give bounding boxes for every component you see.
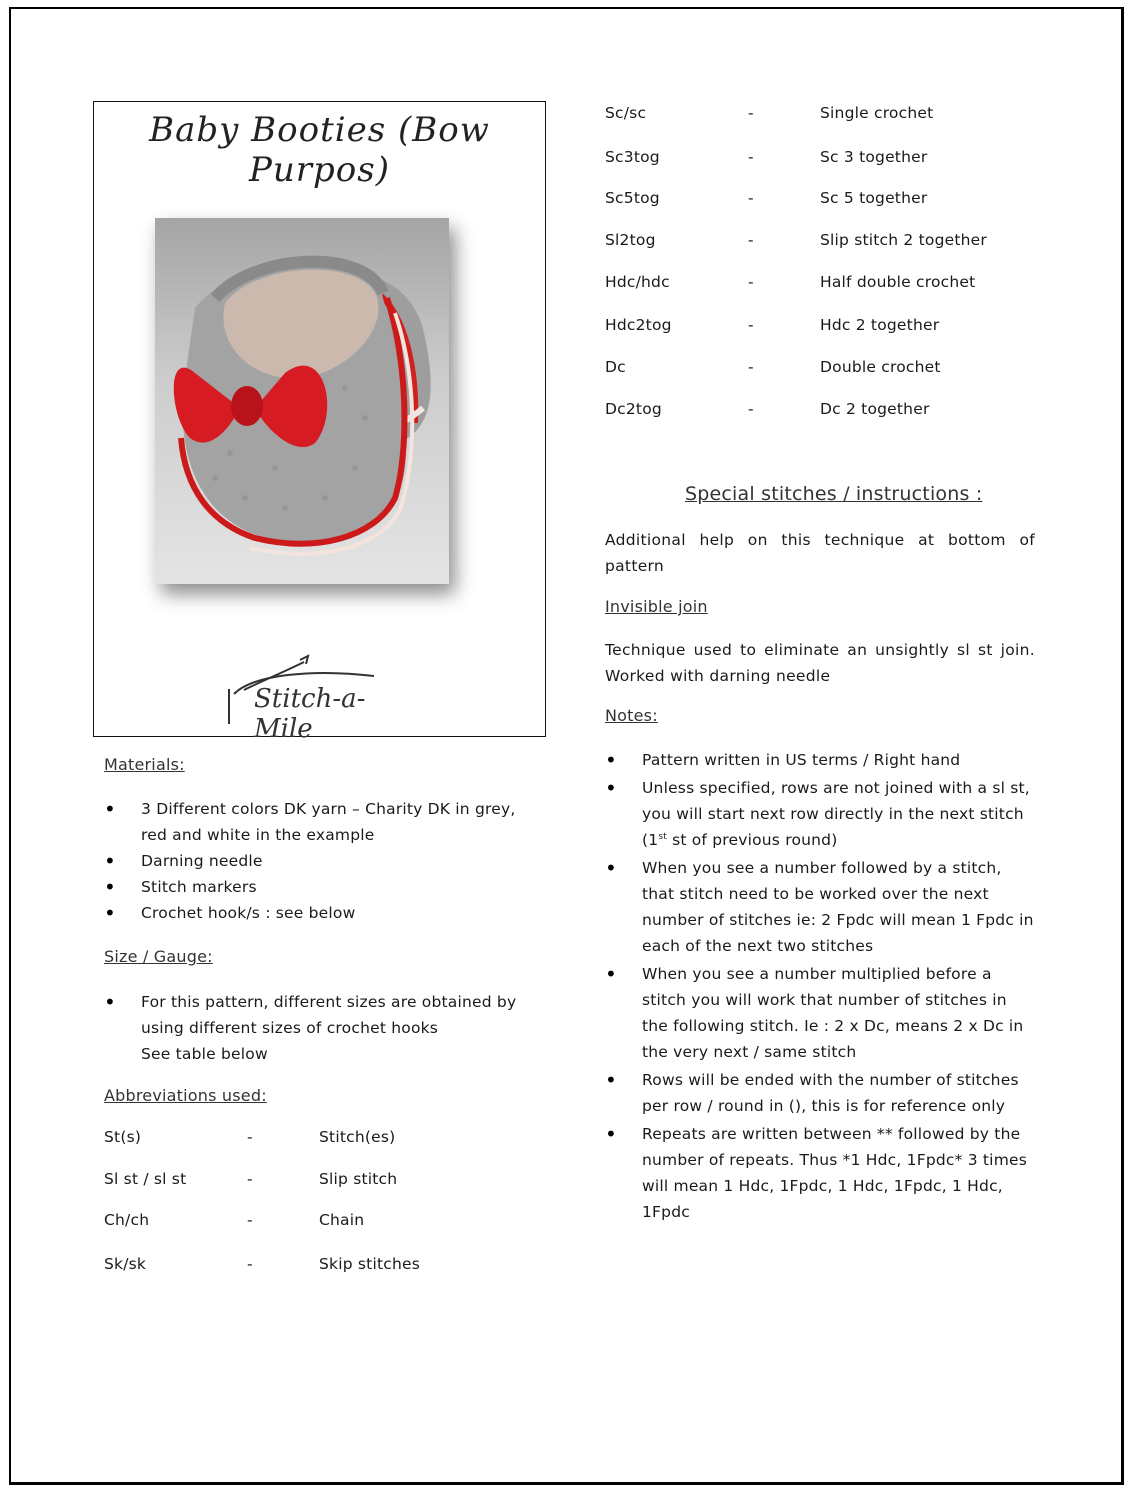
abbr-dash: - bbox=[748, 189, 754, 207]
note-text: Unless specified, rows are not joined with a sl st, you will start next row directly in the next stitch (1 bbox=[642, 779, 1030, 849]
logo-text: Stitch-a-Mile bbox=[254, 684, 366, 744]
notes-heading: Notes: bbox=[605, 706, 658, 725]
stitch-a-mile-logo bbox=[224, 654, 424, 744]
abbr-meaning: Stitch(es) bbox=[319, 1128, 396, 1146]
list-item: • Darning needle bbox=[104, 848, 544, 874]
note-text: st of previous round) bbox=[666, 831, 838, 849]
materials-list bbox=[104, 796, 544, 926]
abbr-term: Ch/ch bbox=[104, 1211, 150, 1229]
special-intro: Additional help on this technique at bottom of pattern bbox=[605, 531, 1035, 575]
abbr-term: Dc bbox=[605, 358, 626, 376]
notes-list bbox=[605, 747, 1037, 1225]
abbr-dash: - bbox=[247, 1170, 253, 1188]
list-item: • Repeats are written between ** followed by the number of repeats. Thus *1 Hdc, 1Fpdc* 3 times will mean 1 Hdc, 1Fpdc, 1 Hdc, 1Fpdc, 1 Hdc, 1Fpdc bbox=[605, 1121, 1037, 1225]
materials-heading: Materials: bbox=[104, 755, 185, 774]
list-item bbox=[104, 989, 544, 1067]
cover-panel bbox=[93, 101, 546, 744]
abbr-term: Sc3tog bbox=[605, 148, 660, 166]
size-note: See table below bbox=[141, 1045, 268, 1063]
abbr-term: Hdc2tog bbox=[605, 316, 672, 334]
size-list bbox=[104, 989, 544, 1067]
invisible-join-text: Technique used to eliminate an unsightly sl st join. Worked with darning needle bbox=[605, 641, 1035, 685]
special-stitches-heading: Special stitches / instructions : bbox=[685, 483, 983, 505]
list-item: • Crochet hook/s : see below bbox=[104, 900, 544, 926]
abbr-meaning: Sc 5 together bbox=[820, 189, 928, 207]
abbr-dash: - bbox=[748, 104, 754, 122]
abbr-meaning: Dc 2 together bbox=[820, 400, 930, 418]
abbr-meaning: Double crochet bbox=[820, 358, 941, 376]
abbr-meaning: Slip stitch bbox=[319, 1170, 398, 1188]
list-item: • When you see a number multiplied before a stitch you will work that number of stitches in the following stitch. Ie : 2 x Dc, means 2 x Dc in the very next / same stitch bbox=[605, 961, 1037, 1065]
abbr-term: Sc/sc bbox=[605, 104, 647, 122]
abbr-dash: - bbox=[247, 1128, 253, 1146]
cover-title: Baby Booties (Bow Purpos) bbox=[149, 110, 490, 190]
abbr-term: Sk/sk bbox=[104, 1255, 147, 1273]
abbr-dash: - bbox=[247, 1255, 253, 1273]
list-item: • Rows will be ended with the number of stitches per row / round in (), this is for reference only bbox=[605, 1067, 1037, 1119]
abbr-meaning: Sc 3 together bbox=[820, 148, 928, 166]
list-item bbox=[605, 775, 1037, 853]
abbr-dash: - bbox=[748, 231, 754, 249]
abbr-meaning: Hdc 2 together bbox=[820, 316, 940, 334]
abbr-term: Sl st / sl st bbox=[104, 1170, 187, 1188]
size-heading: Size / Gauge: bbox=[104, 947, 213, 966]
abbr-dash: - bbox=[748, 400, 754, 418]
abbr-meaning: Slip stitch 2 together bbox=[820, 231, 987, 249]
note-superscript: st bbox=[658, 831, 667, 842]
abbr-dash: - bbox=[748, 273, 754, 291]
abbr-meaning: Chain bbox=[319, 1211, 365, 1229]
invisible-join-heading: Invisible join bbox=[605, 597, 708, 616]
abbreviations-heading: Abbreviations used: bbox=[104, 1086, 267, 1105]
list-item: • Pattern written in US terms / Right hand bbox=[605, 747, 1037, 773]
list-item: • Stitch markers bbox=[104, 874, 544, 900]
bootie-illustration bbox=[155, 218, 449, 584]
abbr-dash: - bbox=[748, 358, 754, 376]
bootie-photo bbox=[155, 218, 449, 584]
abbr-dash: - bbox=[748, 148, 754, 166]
abbr-meaning: Single crochet bbox=[820, 104, 934, 122]
abbr-meaning: Half double crochet bbox=[820, 273, 976, 291]
abbr-dash: - bbox=[748, 316, 754, 334]
abbr-term: Dc2tog bbox=[605, 400, 662, 418]
list-item: • When you see a number followed by a stitch, that stitch need to be worked over the next number of stitches ie: 2 Fpdc will mean 1 Fpdc in each of the next two stitches bbox=[605, 855, 1037, 959]
abbr-term: Sc5tog bbox=[605, 189, 660, 207]
abbr-dash: - bbox=[247, 1211, 253, 1229]
abbr-term: Sl2tog bbox=[605, 231, 656, 249]
size-text: For this pattern, different sizes are obtained by using different sizes of crochet hooks bbox=[141, 993, 517, 1037]
abbr-meaning: Skip stitches bbox=[319, 1255, 420, 1273]
abbr-term: St(s) bbox=[104, 1128, 142, 1146]
abbr-term: Hdc/hdc bbox=[605, 273, 670, 291]
list-item: • 3 Different colors DK yarn – Charity DK in grey, red and white in the example bbox=[104, 796, 544, 848]
